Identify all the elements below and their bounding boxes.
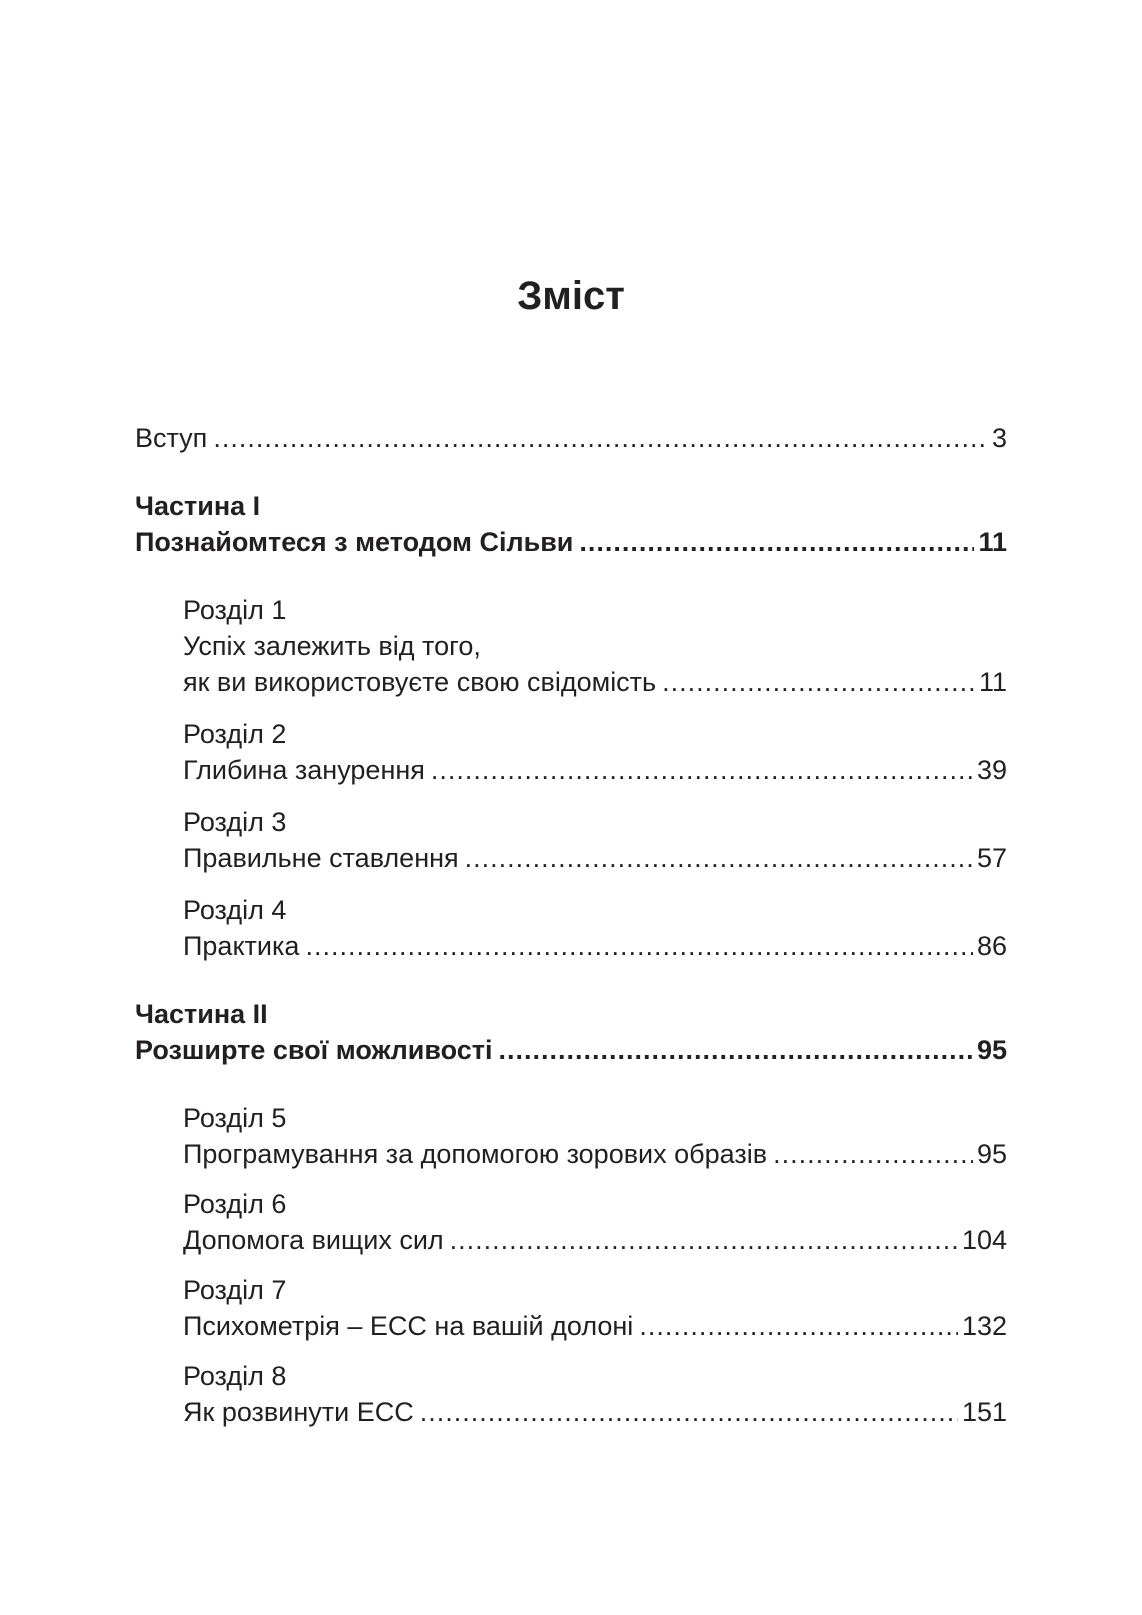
toc-entry-chapter-2[interactable] (135, 752, 1007, 788)
chapter-label: Розділ 4 (183, 895, 287, 925)
toc-page-number: 104 (961, 1225, 1007, 1255)
toc-entry-chapter-1[interactable] (135, 664, 1007, 700)
toc-entry-title: Глибина занурення (183, 755, 425, 785)
page-title: Зміст (517, 274, 625, 318)
toc-entry-title: Програмування за допомогою зорових образів (183, 1139, 768, 1169)
toc-page-number: 151 (961, 1397, 1007, 1427)
toc-page-number: 11 (978, 667, 1007, 697)
toc-entry-part-1[interactable] (135, 524, 1007, 560)
dot-leader (639, 1308, 958, 1344)
toc-entry-chapter-8[interactable] (135, 1394, 1007, 1430)
dot-leader (773, 1136, 973, 1172)
toc-entry-title: Вступ (135, 423, 208, 453)
toc-entry-chapter-6[interactable] (135, 1222, 1007, 1258)
part-label: Частина I (135, 491, 261, 521)
dot-leader (662, 664, 975, 700)
toc-page-number: 95 (976, 1035, 1007, 1065)
dot-leader (213, 420, 988, 456)
dot-leader (465, 840, 973, 876)
toc-page-number: 11 (978, 527, 1007, 557)
toc-entry-title-line: Успіх залежить від того, (183, 631, 481, 661)
toc-entry-title: Розширте свої можливості (135, 1035, 493, 1065)
toc-page-number: 3 (991, 423, 1007, 453)
chapter-label: Розділ 5 (183, 1103, 287, 1133)
table-of-contents (135, 420, 1007, 1430)
chapter-label: Розділ 2 (183, 719, 287, 749)
chapter-label: Розділ 7 (183, 1275, 287, 1305)
chapter-label: Розділ 8 (183, 1361, 287, 1391)
toc-entry-title: Допомога вищих сил (183, 1225, 444, 1255)
toc-entry-chapter-5[interactable] (135, 1136, 1007, 1172)
dot-leader (305, 928, 973, 964)
toc-entry-chapter-3[interactable] (135, 840, 1007, 876)
toc-page-number: 132 (961, 1311, 1007, 1341)
dot-leader (579, 524, 974, 560)
toc-entry-part-2[interactable] (135, 1032, 1007, 1068)
dot-leader (450, 1222, 958, 1258)
toc-entry-title: Психометрія – ЕСС на вашій долоні (183, 1311, 634, 1341)
toc-entry-intro[interactable] (135, 420, 1007, 456)
part-label: Частина II (135, 999, 268, 1029)
dot-leader (420, 1394, 958, 1430)
toc-entry-title: Практика (183, 931, 300, 961)
toc-page-number: 86 (976, 931, 1007, 961)
toc-entry-chapter-4[interactable] (135, 928, 1007, 964)
toc-page-number: 57 (976, 843, 1007, 873)
chapter-label: Розділ 6 (183, 1189, 287, 1219)
toc-page-number: 39 (976, 755, 1007, 785)
chapter-label: Розділ 1 (183, 595, 287, 625)
dot-leader (499, 1032, 973, 1068)
dot-leader (431, 752, 973, 788)
toc-entry-title: Як розвинути ЕСС (183, 1397, 414, 1427)
toc-page-number: 95 (976, 1139, 1007, 1169)
chapter-label: Розділ 3 (183, 807, 287, 837)
toc-entry-title: Познайомтеся з методом Сільви (135, 527, 574, 557)
toc-entry-chapter-7[interactable] (135, 1308, 1007, 1344)
toc-entry-title: Правильне ставлення (183, 843, 459, 873)
toc-entry-title: як ви використовуєте свою свідомість (183, 667, 657, 697)
